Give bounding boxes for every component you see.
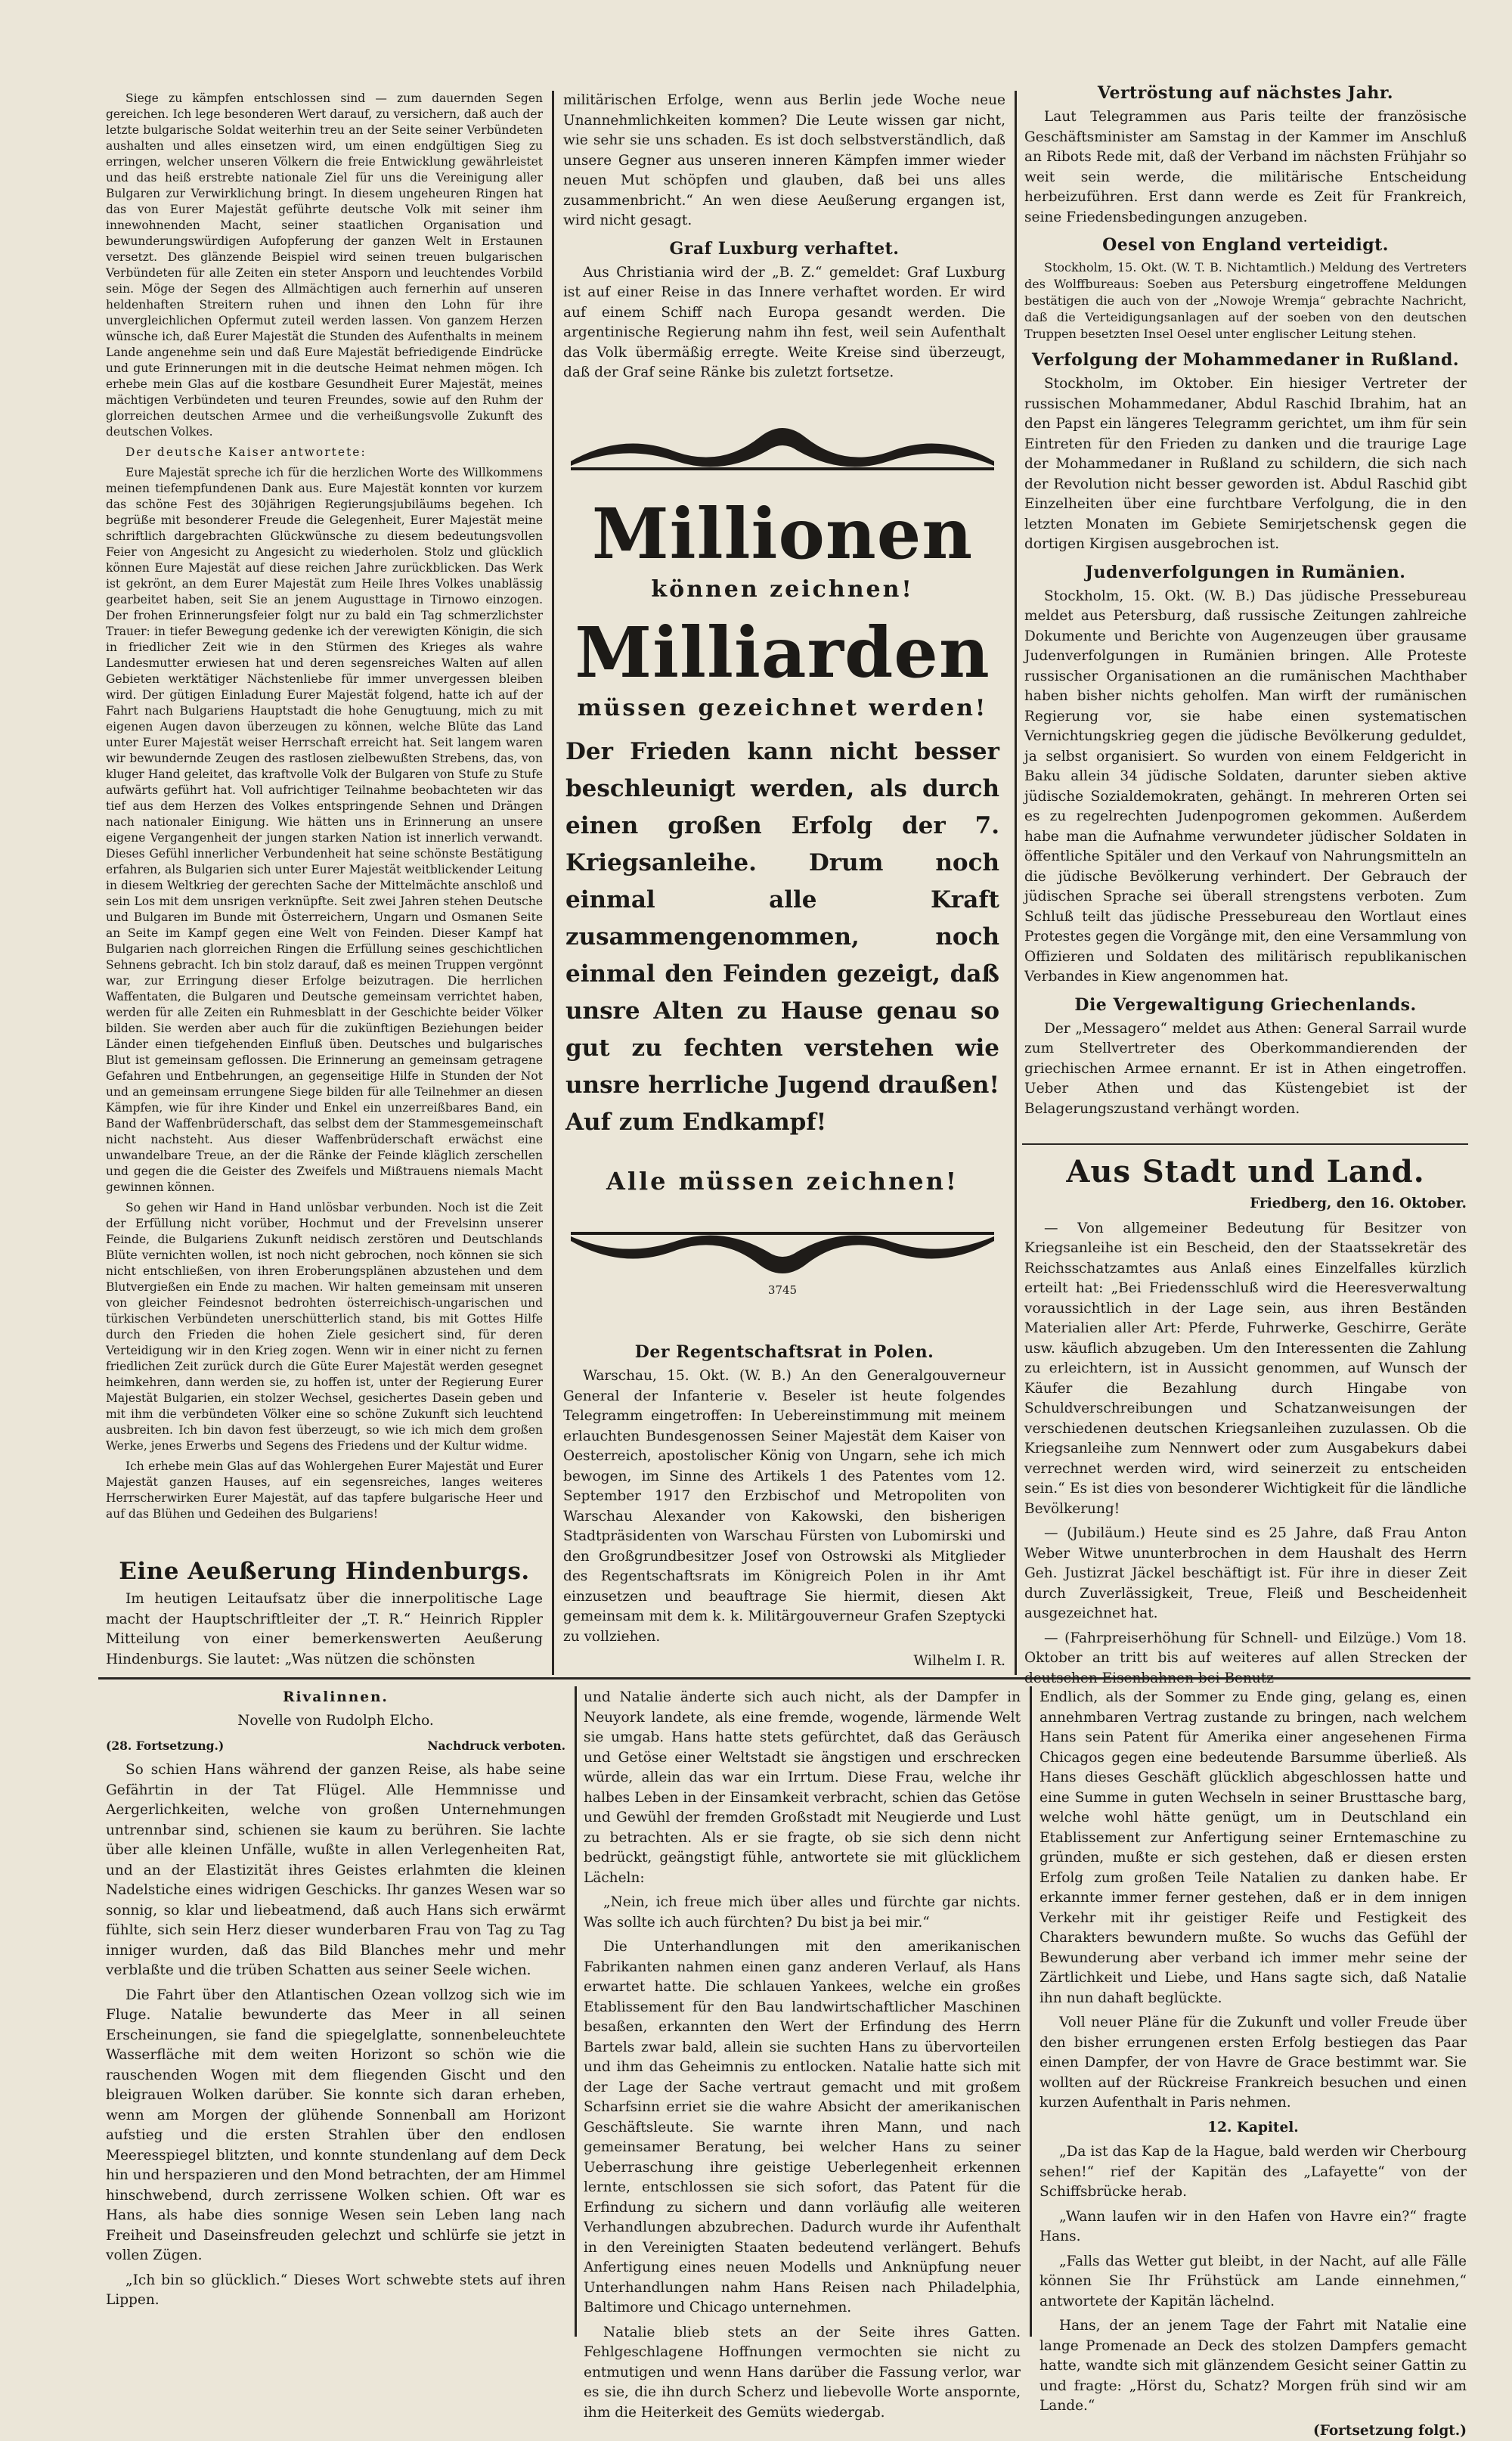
column-rule <box>1030 1686 1032 2337</box>
article-paragraph: Stockholm, im Oktober. Ein hiesiger Vertreter der russischen Mohammedaner, Abdul Raschid Ibrahim, hat an den Papst ein längeres Telegramm gerichtet, um ihm für sein Eintreten für den Frieden zu danken und die traurige Lage der Mohammedaner in Rußland zu schildern, die sich nach der Revolution nicht besser geworden ist. Abdul Raschid gibt Einzelheiten über eine furchtbare Verfolgung, die in den letzten Monaten im Gebiete Semirjetschensk gegen die dortigen Kirgisen ausgebrochen ist. <box>1024 374 1467 555</box>
article-paragraph: — (Fahrpreiserhöhung für Schnell- und Eilzüge.) Vom 18. Oktober an tritt bis auf weiteres auf allen Strecken der deutschen Eisenbahnen bei Benutz <box>1024 1629 1467 1689</box>
novel-paragraph: und Natalie änderte sich auch nicht, als der Dampfer in Neuyork landete, als eine fremde, wogende, lärmende Welt sie umgab. Hans hatte stets gefürchtet, daß das Geräusch und Getöse einer Weltstadt sie ängstigen und erschrecken würde, allein das war ein Irrtum. Diese Frau, welche ihr halbes Leben in der Einsamkeit verbracht, schien das Getöse und Gewühl der fremden Großstadt mit Neugierde und Lust zu betrachten. Als er sie fragte, ob sie sich denn nicht bedrückt, geängstigt fühle, antwortete sie mit glücklichem Lächeln: <box>584 1688 1021 1888</box>
novel-paragraph: Natalie blieb stets an der Seite ihres Gatten. Fehlgeschlagene Hoffnungen vermochten sie nicht zu entmutigen und wenn Hans darüber die Fassung verlor, war es sie, die ihn durch Scherz und liebevolle Worte anspornte, ihm die Heiterkeit des Gemüts wiedergab. <box>584 2323 1021 2424</box>
column-rule <box>552 91 554 1675</box>
novel-paragraph: „Ich bin so glücklich.“ Dieses Wort schwebte stets auf ihren Lippen. <box>106 2271 565 2311</box>
article-paragraph: Eure Majestät spreche ich für die herzlichen Worte des Willkommens meinen tiefempfundenen Dank aus. Eure Majestät konnten vor kurzem das schöne Fest des 30jährigen Regierungsjubiläums begehen. Ich begrüße mit besonderer Freude die Gelegenheit, Eurer Majestät meine schriftlich dargebrachten Glückwünsche zu diesem bedeutungsvollen Feier von Angesicht zu Angesicht zu wiederholen. Stolz und glücklich können Eure Majestät auf diese reichen Jahre zurückblicken. Das Werk ist gekrönt, an dem Eurer Majestät zum Heile Ihres Volkes unablässig gearbeitet haben, seit Sie an jenem Augusttage in Tirnowo einzogen. Der frohen Erinnerungsfeier folgt nur zu bald ein Tag schmerzlichster Trauer: in tiefer Bewegung gedenke ich der verewigten Königin, die sich in friedlicher Zeit wie in den Stürmen des Krieges als wahre Landesmutter erwiesen hat und deren segensreiches Walten auf allen Gebieten werktätiger Nächstenliebe für immer unvergessen bleiben wird. Der gütigen Einladung Eurer Majestät folgend, hatte ich auf der Fahrt nach Bulgariens Hauptstadt die hohe Genugtuung, mich zu mit eigenen Augen davon überzeugen zu können, welche Blüte das Land unter Eurer Majestät weiser Herrschaft erreicht hat. Seit langem waren wir bewundernde Zeugen des rastlosen zielbewußten Strebens, das, von kluger Hand geleitet, das kraftvolle Volk der Bulgaren von Stufe zu Stufe aufwärts geführt hat. Voll aufrichtiger Teilnahme beobachteten wir das tief aus dem Herzen des Volkes entspringende Sehnen und Drängen nach nationaler Einigung. Wie hätten uns in Erinnerung an unsere eigene Vergangenheit der jungen starken Nation ist innerlich verwandt. Dieses Gefühl innerlicher Verbundenheit hat seine schönste Bestätigung erfahren, als Bulgarien sich unter Eurer Majestät weitblickender Leitung in diesem Weltkrieg der gerechten Sache der Mittelmächte anschloß und sein Los mit dem unsrigen verknüpfte. Seit zwei Jahren stehen Deutsche und Bulgaren im Bunde mit Österreichern, Ungarn und Osmanen Seite an Seite im Kampf gegen eine Welt von Feinden. Dieser Kampf hat Bulgarien nach glorreichen Ringen die Erfüllung seines geschichtlichen Sehnens gebracht. Ich bin stolz darauf, daß es meinen Truppen vergönnt war, zur Erringung dieser Erfolge beizutragen. Die herrlichen Waffentaten, die Bulgaren und Deutsche gemeinsam verrichtet haben, werden für alle Zeiten ein Ruhmesblatt in der Geschichte beider Völker bilden. Sie werden aber auch für die zukünftigen Beziehungen beider Länder einen tiefgehenden Einfluß üben. Deutsches und bulgarisches Blut ist gemeinsam geflossen. Die Erinnerung an gemeinsam getragene Gefahren und Entbehrungen, an gegenseitige Hilfe in Stunden der Not und an gemeinsam errungene Siege bilden für alle Teilnehmer an diesen Kämpfen, wie für ihre Kinder und Enkel ein unzerreißbares Band, ein Band der Waffenbrüderschaft, das selbst dem der Stammesgemeinschaft nicht nachsteht. Aus dieser Waffenbrüderschaft erwächst eine unwandelbare Treue, an der die Ränke der Feinde kläglich zerschellen und gegen die die Geister des Zweifels und Mißtrauens niemals Macht gewinnen können. <box>106 465 543 1196</box>
reprint-notice: Nachdruck verboten. <box>427 1738 565 1753</box>
local-rule <box>1022 1143 1468 1145</box>
ad-subline: können zeichnen! <box>559 576 1005 603</box>
ornament-bottom <box>571 1226 994 1279</box>
article-headline: Graf Luxburg verhaftet. <box>563 239 1005 259</box>
article-paragraph: Der „Messagero“ meldet aus Athen: General Sarrail wurde zum Stellvertreter des Oberkommandierenden der griechischen Armee ernannt. Er ist in Athen eingetroffen. Ueber Athen und das Küstengebiet ist der Belagerungszustand verhängt worden. <box>1024 1019 1467 1120</box>
article-paragraph: Laut Telegrammen aus Paris teilte der französische Geschäftsminister am Samstag in der Kammer im Anschluß an Ribots Rede mit, daß der Verband im nächsten Frühjahr so weit sein werde, die militärische Entscheidung herbeizuführen. Erst dann werde es Zeit für Frankreich, seine Friedensbedingungen anzugeben. <box>1024 107 1467 228</box>
article-headline: Oesel von England verteidigt. <box>1024 235 1467 255</box>
novel-title: Rivalinnen. <box>106 1688 565 1708</box>
novel-meta <box>106 1738 565 1753</box>
novel-paragraph: „Wann laufen wir in den Hafen von Havre ein?“ fragte Hans. <box>1040 2207 1467 2247</box>
novel-paragraph: „Nein, ich freue mich über alles und fürchte gar nichts. Was sollte ich auch fürchten? Du bist ja bei mir.“ <box>584 1893 1021 1933</box>
novel-paragraph: Die Fahrt über den Atlantischen Ozean vollzog sich wie im Fluge. Natalie bewunderte das Meer in all seinen Erscheinungen, sie fand die spiegelglatte, sonnenbeleuchtete Wasserfläche mit dem weiten Horizont so schön wie die rauschenden Wogen mit dem fliegenden Gischt und den bleigrauen Wolken darüber. Sie konnte sich daran erheben, wenn am Morgen der glühende Sonnenball am Horizont aufstieg und die ersten Strahlen über den endlosen Meeresspiegel blitzten, und konnte stundenlang auf dem Deck hin und herspazieren und den Mond betrachten, der am Himmel hinschwebend, durch zerrissene Wolken schien. Oft war es Hans, als habe dies sonnige Wesen sein Leben lang nach Freiheit und Daseinsfreuden gelechzt und schlürfe sie jetzt in vollen Zügen. <box>106 1986 565 2266</box>
article-paragraph: Siege zu kämpfen entschlossen sind — zum dauernden Segen gereichen. Ich lege besonderen Wert darauf, zu versichern, daß auch der letzte bulgarische Soldat weiterhin treu an der Seite seiner Verbündeten aushalten und alles einsetzen wird, um einen endgültigen Sieg zu erringen, welcher unseren Völkern die freie Entwicklung gewährleistet und das heiß erstrebte nationale Ziel für uns die Vereinigung aller Bulgaren zur Verwirklichung bringt. In diesem ungeheuren Ringen hat das von Eurer Majestät geführte deutsche Volk mit seiner ihm innewohnenden Macht, seiner staatlichen Organisation und bewunderungswürdigen Aufopferung der ganzen Welt in Erstaunen versetzt. Des glänzende Beispiel wird seinen treuen bulgarischen Verbündeten für alle Zeiten ein steter Ansporn und leuchtendes Vorbild sein. Möge der Segen des Allmächtigen auch fernerhin auf unseren heldenhaften Streitern ruhen und ihnen den Lohn für ihre unvergleichlichen Opfermut zuteil werden lassen. Von ganzem Herzen wünsche ich, daß Eurer Majestät die Stunden des Aufenthalts in meinem Lande angenehme sein und daß Eure Majestät befriedigende Eindrücke und gute Erinnerungen mit in die deutsche Heimat nehmen mögen. Ich erhebe mein Glas auf die kostbare Gesundheit Eurer Majestät, meines mächtigen Verbündeten und teuren Freundes, sowie auf den Ruhm der glorreichen deutschen Armee und die verheißungsvolle Zukunft des deutschen Volkes. <box>106 91 543 440</box>
article-headline: Verfolgung der Mohammedaner in Rußland. <box>1024 350 1467 370</box>
novel-paragraph: „Falls das Wetter gut bleibt, in der Nacht, auf alle Fälle können Sie Ihr Frühstück am Lande einnehmen,“ antwortete der Kapitän lächelnd. <box>1040 2252 1467 2312</box>
ad-closing: Alle müssen zeichnen! <box>559 1167 1005 1196</box>
article-headline: Eine Aeußerung Hindenburgs. <box>106 1558 543 1585</box>
war-loan-advertisement <box>559 423 1005 1301</box>
novel-paragraph: Voll neuer Pläne für die Zukunft und voller Freude über den bisher errungenen ersten Erfolg bestiegen das Paar einen Dampfer, der von Havre de Grace bestimmt war. Sie wollten auf der Rückreise Frankreich besuchen und einen kurzen Aufenthalt in Paris nehmen. <box>1040 2013 1467 2114</box>
article-paragraph: Im heutigen Leitaufsatz über die innerpolitische Lage macht der Hauptschriftleiter der „T. R.“ Heinrich Rippler Mitteilung von einer bemerkenswerten Aeußerung Hindenburgs. Sie lautet: „Was nützen die schönsten <box>106 1590 543 1670</box>
ad-number: 3745 <box>559 1283 1005 1297</box>
ad-headline-millionen: Millionen <box>559 496 1005 572</box>
ad-headline-milliarden: Milliarden <box>559 615 1005 690</box>
novel-paragraph: „Da ist das Kap de la Hague, bald werden wir Cherbourg sehen!“ rief der Kapitän des „Lafayette“ von der Schiffsbrücke herab. <box>1040 2142 1467 2203</box>
left-column <box>106 91 543 1671</box>
article-headline: Die Vergewaltigung Griechenlands. <box>1024 995 1467 1015</box>
article-paragraph: Ich erhebe mein Glas auf das Wohlergehen Eurer Majestät und Eurer Majestät ganzen Hauses, auf ein segensreiches, langes weiteres Herrscherwirken Eurer Majestät, auf das tapfere bulgarische Heer und auf das Blühen und Gedeihen des Bulgariens! <box>106 1459 543 1522</box>
local-news <box>1024 1149 1467 1671</box>
feuilleton-col-3 <box>1040 1688 1467 2338</box>
column-rule <box>1015 91 1017 1675</box>
article-paragraph: Der deutsche Kaiser antwortete: <box>106 445 543 461</box>
regency-article <box>563 1335 1005 1671</box>
article-paragraph: Stockholm, 15. Okt. (W. B.) Das jüdische Pressebureau meldet aus Petersburg, daß russische Zeitungen zahlreiche Dokumente und Berichte von Augenzeugen über grausame Judenverfolgungen in Rumänien bringen. Alle Proteste russischer Organisationen an die rumänischen Machthaber haben bisher nichts geholfen. Man wirft der rumänischen Regierung vor, sie habe einen systematischen Vernichtungskrieg gegen die jüdische Bevölkerung geduldet, ja selbst organisiert. So wurden von einem Feldgericht in Baku allein 34 jüdische Soldaten, darunter sieben aktive jüdische Sozialdemokraten, gehängt. In mehreren Orten sei es zu regelrechten Judenpogromen gekommen. Außerdem habe man die Aufnahme verwundeter jüdischer Soldaten in öffentliche Spitäler und den Verkauf von Nahrungsmitteln an die jüdische Bevölkerung verhindert. Der Gebrauch der jüdischen Sprache sei überall strengstens verboten. Zum Schluß teilt das jüdische Pressebureau den Wortlaut eines Protestes gegen die Vorgänge mit, den eine Versammlung von Offizieren und Soldaten des militärisch republikanischen Verbandes in Kiew angenommen hat. <box>1024 587 1467 988</box>
article-headline: Judenverfolgungen in Rumänien. <box>1024 563 1467 582</box>
feuilleton-col-2 <box>584 1688 1021 2338</box>
novel-paragraph: Die Unterhandlungen mit den amerikanischen Fabrikanten nahmen einen ganz anderen Verlauf, als Hans erwartet hatte. Die schlauen Yankees, welche ein großes Etablissement für den Bau landwirtschaftlicher Maschinen besaßen, erkannten den Wert der Erfindung des Herrn Bartels zwar bald, allein sie suchten Hans zu übervorteilen und ihm das Geheimnis zu entlocken. Natalie hatte sich mit der Lage der Sache vertraut gemacht und mit großem Scharfsinn erriet sie die wahre Absicht der amerikanischen Geschäftsleute. Sie warnte ihren Mann, und nach gemeinsamer Beratung, bei welcher Hans zu seiner Ueberraschung ihre geistige Ueberlegenheit erkennen lernte, entschlossen sie sich sofort, das Patent für die Erfindung zu sichern und dann vorläufig alle weiteren Verhandlungen abzubrechen. Dadurch wurde ihr Aufenthalt in den Vereinigten Staaten bedeutend verlängert. Behufs Anfertigung eines neuen Modells und Anknüpfung neuer Unterhandlungen nahm Hans Reisen nach Philadelphia, Baltimore und Chicago unternehmen. <box>584 1937 1021 2318</box>
article-paragraph: Stockholm, 15. Okt. (W. T. B. Nichtamtlich.) Meldung des Vertreters des Wolffbureaus: Soeben aus Petersburg eingetroffene Meldungen bestätigen die auch von der „Nowoje Wremja“ gebrachte Nachricht, daß die Verteidigungsanlagen auf der soeben von den deutschen Truppen besetzten Insel Oesel unter englischer Leitung stehen. <box>1024 259 1467 343</box>
continued-note: (Fortsetzung folgt.) <box>1040 2421 1467 2441</box>
middle-column-top <box>563 91 1005 423</box>
novel-paragraph: Endlich, als der Sommer zu Ende ging, gelang es, einen annehmbaren Vertrag zustande zu bringen, nach welchem Hans sein Patent für Amerika einer angesehenen Firma Chicagos gegen eine bedeutende Barsumme überließ. Als Hans dieses Geschäft glücklich abgeschlossen hatte und eine Summe in guten Wechseln in seiner Brusttasche barg, welche wohl hätte genügt, um in Deutschland ein Etablissement zur Anfertigung seiner Erntemaschine zu gründen, mußte er sich gestehen, daß er diesen ersten Erfolg zum großen Teile Natalien zu danken habe. Er erkannte immer ferner gestehen, daß er in dem innigen Verkehr mit ihr geistiger Reife und Festigkeit des Charakters bewundern mußte. So wuchs das Gefühl der Bewunderung aber verband ich immer mehr seine der Zärtlichkeit und Liebe, und Hans sagte sich, daß Natalie ihn nun dahaft beglückte. <box>1040 1688 1467 2008</box>
right-column <box>1024 83 1467 1142</box>
signature: Wilhelm I. R. <box>563 1652 1005 1672</box>
article-paragraph: — Von allgemeiner Bedeutung für Besitzer von Kriegsanleihe ist ein Bescheid, den der Staatssekretär des Reichsschatzamtes aus Anlaß eines Einzelfalles kürzlich erteilt hat: „Bei Friedensschluß wird die Heeresverwaltung voraussichtlich in der Lage sein, aus ihren Beständen Materialien aller Art: Pferde, Fuhrwerke, Geschirre, Geräte usw. käuflich abzugeben. Um den Interessenten die Zahlung zu erleichtern, ist in Aussicht genommen, auf Wunsch der Käufer die Bezahlung durch Hingabe von Schuldverschreibungen und Schatzanweisungen der verschiedenen deutschen Kriegsanleihen zuzulassen. Ob die Kriegsanleihe zum Nennwert oder zum Ausgabekurs dabei verrechnet werden wird, wird seinerzeit zu entscheiden sein.“ Es ist dies von besonderer Wichtigkeit für die ländliche Bevölkerung! <box>1024 1219 1467 1520</box>
ad-body: Der Frieden kann nicht besser beschleunigt werden, als durch einen großen Erfolg der 7. Kriegsanleihe. Drum noch einmal alle Kraft zusammengenommen, noch einmal den Feinden gezeigt, daß unsre Alten zu Hause genau so gut zu fechten verstehen wie unsre herrliche Jugend draußen! Auf zum Endkampf! <box>565 734 999 1141</box>
installment-number: (28. Fortsetzung.) <box>106 1738 224 1753</box>
article-headline: Der Regentschaftsrat in Polen. <box>563 1342 1005 1362</box>
chapter-heading: 12. Kapitel. <box>1040 2118 1467 2139</box>
ornament-top <box>571 423 994 476</box>
column-rule <box>575 1686 577 2337</box>
hindenburg-article <box>106 1558 543 1671</box>
article-paragraph: Aus Christiania wird der „B. Z.“ gemeldet: Graf Luxburg ist auf einer Reise in das Innere verhaftet worden. Er wird auf einem Schiff nach Europa gesandt werden. Die argentinische Regierung nahm ihn fest, weil sein Aufenthalt das Volk übermäßig erregte. Weite Kreise sind überzeugt, daß der Graf seine Ränke bis zuletzt fortsetze. <box>563 263 1005 383</box>
ad-subline: müssen gezeichnet werden! <box>559 695 1005 721</box>
article-paragraph: — (Jubiläum.) Heute sind es 25 Jahre, daß Frau Anton Weber Witwe ununterbrochen in dem Haushalt des Herrn Geh. Justizrat Jäckel beschäftigt ist. Für ihre in dieser Zeit durch Zuverlässigkeit, Treue, Fleiß und Bescheidenheit ausgezeichnet hat. <box>1024 1524 1467 1624</box>
feuilleton-col-1 <box>106 1688 565 2338</box>
novel-author: Novelle von Rudolph Elcho. <box>106 1711 565 1732</box>
novel-paragraph: Hans, der an jenem Tage der Fahrt mit Natalie eine lange Promenade an Deck des stolzen Dampfers gemacht hatte, wandte sich mit glänzendem Gesicht seiner Gattin zu und fragte: „Hörst du, Schatz? Morgen früh sind wir am Lande.“ <box>1040 2316 1467 2417</box>
section-headline: Aus Stadt und Land. <box>1024 1154 1467 1189</box>
article-headline: Vertröstung auf nächstes Jahr. <box>1024 83 1467 103</box>
article-paragraph: So gehen wir Hand in Hand unlösbar verbunden. Noch ist die Zeit der Erfüllung nicht vorüber, Hochmut und der Frevelsinn unserer Feinde, die Bulgariens Zukunft neidisch zerstören und Deutschlands Blüte vernichten wollen, ist noch nicht gebrochen, noch können sie sich nicht entschließen, von ihren Eroberungsplänen abzustehen und dem Blutvergießen ein Ende zu machen. Wir halten gemeinsam mit unseren von gleicher Feindesnot bedrohten österreichisch-ungarischen und türkischen Verbündeten unerschütterlich stand, bis mit Gottes Hilfe durch den Frieden die hohen Ziele gesichert sind, für deren Verteidigung wir in den Krieg zogen. Wenn wir in einer nicht zu fernen friedlichen Zeit zurück durch die Güte Eurer Majestät werden gesegnet heimkehren, dann werden sie, zu hoffen ist, unter der Regierung Eurer Majestät Bulgarien, ein stolzer Wechsel, gesichertes Dasein geben und mit ihm die verbündeten Völker eine so schöne Zukunft sich leuchtend ausbreiten. Ich bin davon fest überzeugt, so wie ich mich dem großen Werke, jenes Erwerbs und Segens des Friedens und der Kultur widme. <box>106 1200 543 1454</box>
novel-paragraph: So schien Hans während der ganzen Reise, als habe seine Gefährtin in der Tat Flügel. Alle Hemmnisse und Aergerlichkeiten, welche von großen Unternehmungen untrennbar sind, schienen sie kaum zu berühren. Sie lachte über alle kleinen Unfälle, wußte in allen Verlegenheiten Rat, und an der Elastizität ihres Geistes erlahmten die kleinen Nadelstiche eines widrigen Geschicks. Ihr ganzes Wesen war so sonnig, so klar und liebeatmend, daß auch Hans sich erwärmt fühlte, sich sein Herz dieser wunderbaren Frau von Tag zu Tag inniger wurden, daß das Bild Blanches mehr und mehr verblaßte und die trüben Schatten aus seiner Seele wichen. <box>106 1760 565 1981</box>
dateline: Friedberg, den 16. Oktober. <box>1024 1194 1467 1214</box>
article-paragraph: militärischen Erfolge, wenn aus Berlin jede Woche neue Unannehmlichkeiten kommen? Die Leute wissen gar nicht, wie sehr sie uns schaden. Es ist doch selbstverständlich, daß unsere Gegner aus unseren inneren Kämpfen immer wieder neuen Mut schöpfen und glauben, daß bei uns alles zusammenbricht.“ An wen diese Aeußerung ergangen ist, wird nicht gesagt. <box>563 91 1005 231</box>
article-paragraph: Warschau, 15. Okt. (W. B.) An den Generalgouverneur General der Infanterie v. Beseler ist heute folgendes Telegramm eingetroffen: In Uebereinstimmung mit meinem erlauchten Bundesgenossen Seiner Majestät dem Kaiser von Oesterreich, apostolischer König von Ungarn, sehe ich mich bewogen, im Sinne des Artikels 1 des Patentes vom 12. September 1917 den Erzbischof und Metropoliten von Warschau Alexander von Kakowski, den bisherigen Stadtpräsidenten von Warschau Fürsten von Lubomirski und den Großgrundbesitzer Josef von Ostrowski als Mitglieder des Regentschaftsrats im Königreich Polen in ihr Amt einzusetzen und beauftrage Sie hiermit, diesen Akt gemeinsam mit dem k. k. Militärgouverneur Grafen Szeptycki zu vollziehen. <box>563 1366 1005 1647</box>
